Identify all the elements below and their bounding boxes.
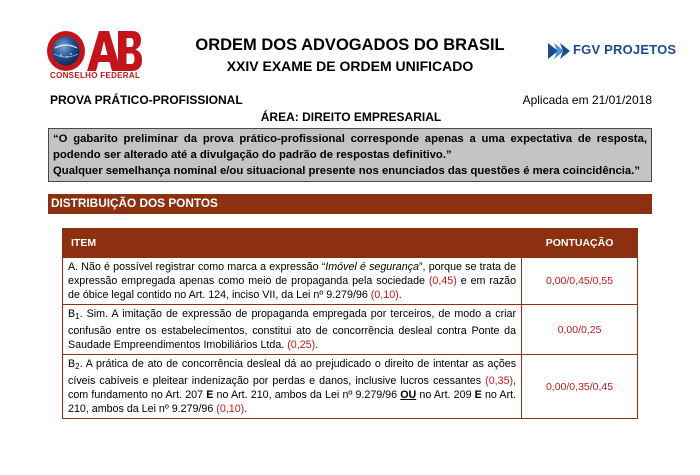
table-header-row	[63, 229, 638, 258]
text-span: A. Não é possível registrar como marca a expressão “	[68, 261, 326, 273]
text-span: no Art. 209	[416, 389, 475, 401]
bold-conjunction: E	[206, 389, 214, 401]
points-table	[62, 228, 638, 419]
exam-date: Aplicada em 21/01/2018	[522, 93, 652, 107]
text-span: , com fundamento no Art. 207	[68, 375, 517, 401]
text-span: . Sim. A imitação de expressão de propaganda empregada por terceiros, de modo a criar confusão entre os estabelecimentos, constitui ato de concorrência desleal contra Ponte da Saudade Empreendimentos Imobiliários Ltda.	[68, 308, 517, 351]
bold-conjunction: OU	[400, 389, 417, 401]
item-subscript: 1	[75, 312, 80, 321]
text-span: .	[244, 403, 248, 415]
gabarito-notice-line1: “O gabarito preliminar da prova prático-profissional corresponde apenas a uma expectativa de resposta, podendo ser alterado até a divulgação do padrão de respostas definitivo.”	[53, 133, 647, 161]
bold-conjunction: E	[474, 389, 482, 401]
text-span: .	[315, 339, 319, 351]
item-text-b2	[63, 355, 522, 419]
oab-logo-mark	[46, 30, 142, 72]
oab-subtitle: CONSELHO FEDERAL	[50, 71, 141, 80]
item-points-a: 0,00/0,45/0,55	[522, 258, 638, 305]
points-table-grid	[62, 228, 638, 419]
fgv-logo-icon	[546, 42, 570, 60]
page-title: ORDEM DOS ADVOGADOS DO BRASIL	[195, 36, 505, 54]
exam-area: ÁREA: DIREITO EMPRESARIAL	[260, 110, 442, 124]
column-header-item: ITEM	[63, 229, 522, 258]
text-span: no Art. 210, ambos da Lei nº 9.279/96	[68, 389, 517, 415]
item-text-a	[63, 258, 522, 305]
table-row	[63, 355, 638, 419]
item-label: B	[68, 358, 76, 370]
exam-info-row	[50, 93, 652, 109]
item-subscript: 2	[75, 362, 80, 371]
item-text-b1	[63, 305, 522, 355]
partial-score: (0,25)	[287, 339, 316, 351]
text-span: ”, porque se trata de expressão empregada apenas como meio de propaganda pela sociedade	[68, 261, 517, 287]
column-header-points: PONTUAÇÃO	[522, 229, 638, 258]
text-span: no Art. 210, ambos da Lei nº 9.279/96	[213, 389, 401, 401]
section-title: DISTRIBUIÇÃO DOS PONTOS	[48, 194, 652, 214]
fgv-logo	[546, 40, 676, 62]
partial-score: (0,35)	[485, 375, 514, 387]
oab-logo	[46, 30, 142, 80]
item-label: B	[68, 308, 76, 320]
page-header	[0, 0, 700, 90]
partial-score: (0,45)	[428, 275, 457, 287]
partial-score: (0,10)	[370, 289, 399, 301]
table-row	[63, 258, 638, 305]
exam-title: XXIV EXAME DE ORDEM UNIFICADO	[226, 58, 474, 74]
text-span: .	[398, 289, 402, 301]
item-points-b1: 0,00/0,25	[522, 305, 638, 355]
fgv-logo-text: FGV PROJETOS	[573, 42, 677, 57]
header-titles	[150, 35, 550, 75]
gabarito-notice	[48, 128, 652, 182]
partial-score: (0,10)	[216, 403, 245, 415]
emphasis-text: Imóvel é segurança	[325, 261, 419, 273]
exam-type: PROVA PRÁTICO-PROFISSIONAL	[50, 93, 243, 107]
text-span: . A prática de ato de concorrência desleal dá ao prejudicado o direito de intentar as ações cíveis cabíveis e pleitear indenização por perdas e danos, inclusive lucros cessantes	[68, 358, 517, 387]
gabarito-notice-line2: Qualquer semelhança nominal e/ou situacional presente nos enunciados das questões é mera coincidência.”	[53, 165, 640, 177]
text-span: e em razão de óbice legal contido no Art. 124, inciso VII, da Lei nº 9.279/96	[68, 275, 517, 301]
item-points-b2: 0,00/0,35/0,45	[522, 355, 638, 419]
table-row	[63, 305, 638, 355]
